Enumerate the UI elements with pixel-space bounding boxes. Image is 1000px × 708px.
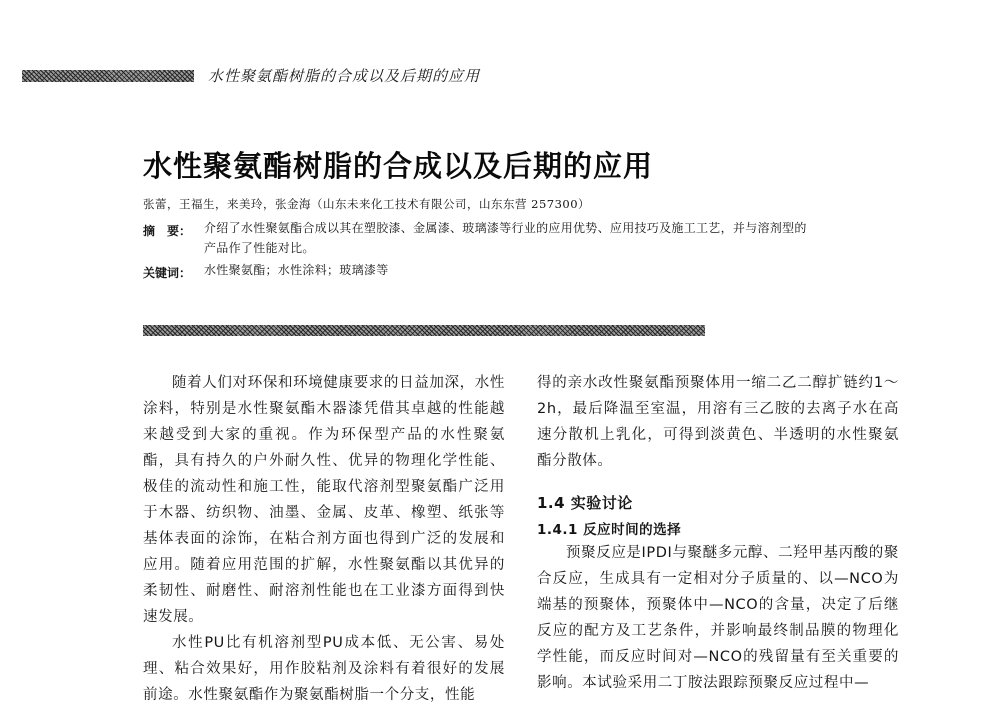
right-column-intro — [537, 370, 899, 474]
left-paragraph-2: 水性PU比有机溶剂型PU成本低、无公害、易处理、粘合效果好，用作胶粘剂及涂料有着很好的发展前途。水性聚氨酯作为聚氨酯树脂一个分支，性能 — [143, 635, 505, 703]
subsection-heading: 1.4.1 反应时间的选择 — [537, 522, 682, 538]
running-head: 水性聚氨酯树脂的合成以及后期的应用 — [208, 67, 481, 85]
section-divider-band — [143, 325, 705, 336]
header-halftone-band — [22, 70, 194, 82]
abstract-label: 摘 要： — [143, 224, 192, 238]
left-paragraph-1: 随着人们对环保和环境健康要求的日益加深，水性涂料，特别是水性聚氨酯木器漆凭借其卓越的性能越来越受到大家的重视。作为环保型产品的水性聚氨酯，具有持久的户外耐久性、优异的物理化学性能、极佳的流动性和施工性，能取代溶剂型聚氨酯广泛用于木器、纺织物、油墨、金属、皮革、橡塑、纸张等基体表面的涂饰，在粘合剂方面也得到广泛的发展和应用。随着应用范围的扩解，水性聚氨酯以其优异的柔韧性、耐磨性、耐溶剂性能也在工业漆方面得到快速发展。 — [143, 375, 505, 625]
section-heading: 1.4 实验讨论 — [537, 494, 633, 512]
authors-line: 张蕾，王福生，来美玲，张金海（山东未来化工技术有限公司，山东东营 257300） — [143, 197, 591, 211]
right-paragraph: 预聚反应是IPDI与聚醚多元醇、二羟甲基丙酸的聚合反应，生成具有一定相对分子质量的、以—NCO为端基的预聚体，预聚体中—NCO的含量，决定了后继反应的配方及工艺条件，并影响最终制品膜的物理化学性能，而反应时间对—NCO的残留量有至关重要的影响。本试验采用二丁胺法跟踪预聚反应过程中— — [537, 545, 899, 691]
abstract-text: 介绍了水性聚氨酯合成以其在塑胶漆、金属漆、玻璃漆等行业的应用优势、应用技巧及施工工艺，并与溶剂型的产品作了性能对比。 — [204, 221, 807, 255]
page-title: 水性聚氨酯树脂的合成以及后期的应用 — [143, 149, 654, 183]
keywords-text: 水性聚氨酯；水性涂料；玻璃漆等 — [204, 263, 389, 277]
right-column-body — [537, 540, 899, 696]
keywords-label: 关键词： — [143, 266, 192, 280]
right-intro-paragraph: 得的亲水改性聚氨酯预聚体用一缩二乙二醇扩链约1～2h，最后降温至室温，用溶有三乙胺的去离子水在高速分散机上乳化，可得到淡黄色、半透明的水性聚氨酯分散体。 — [537, 375, 899, 469]
left-column — [143, 370, 505, 708]
